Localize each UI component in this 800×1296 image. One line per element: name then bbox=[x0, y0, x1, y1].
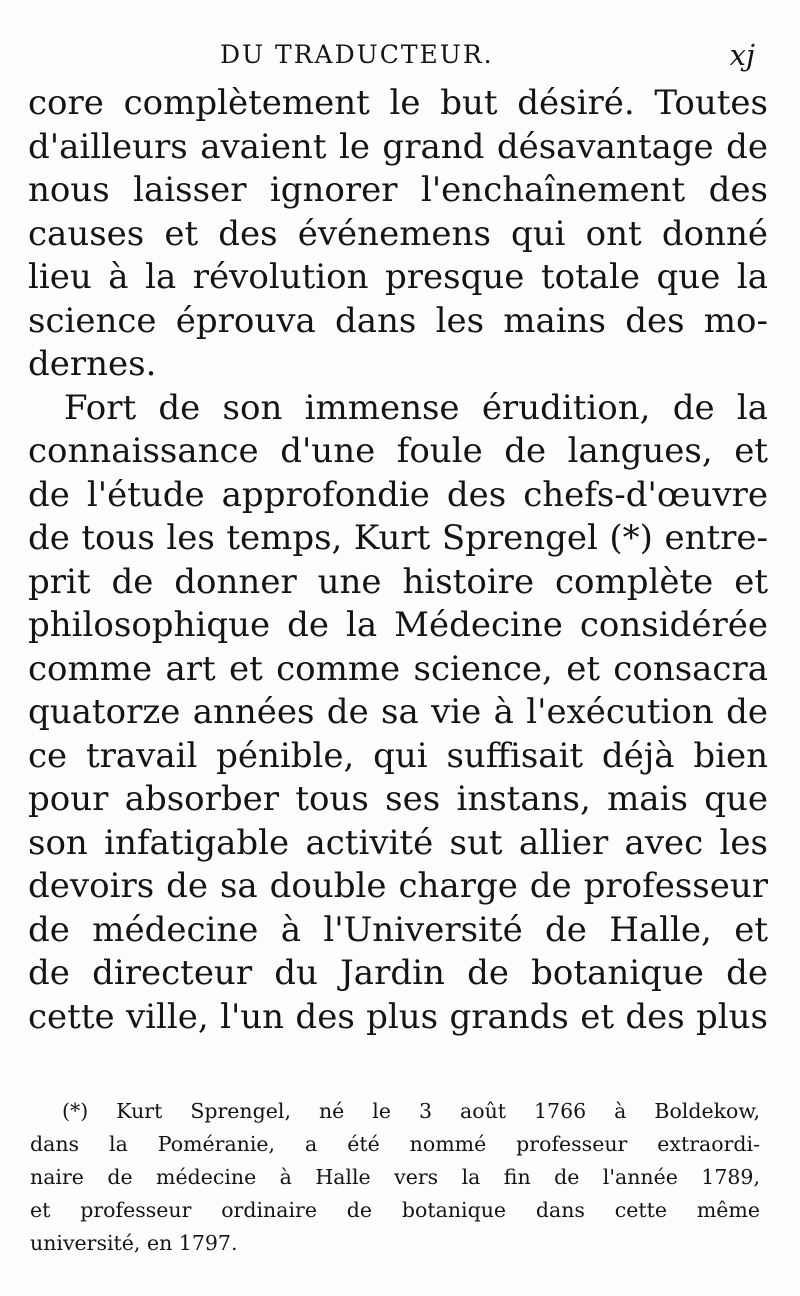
text-line: ce travail pénible, qui suffisait déjà bien bbox=[28, 735, 768, 776]
text-line: pour absorber tous ses instans, mais que bbox=[28, 779, 768, 819]
footnote-line: (*) Kurt Sprengel, né le 3 août 1766 à Boldekow, bbox=[62, 1099, 760, 1123]
text-line: philosophique de la Médecine considérée bbox=[28, 605, 768, 645]
text-line: quatorze années de sa vie à l'exécution de bbox=[28, 692, 768, 732]
footnote bbox=[30, 1095, 760, 1260]
page-header bbox=[0, 40, 800, 80]
text-line: devoirs de sa double charge de professeur bbox=[28, 866, 768, 906]
text-line: de médecine à l'Université de Halle, et bbox=[28, 909, 768, 950]
text-line: son infatigable activité sut allier avec les bbox=[28, 822, 768, 863]
text-line: cette ville, l'un des plus grands et des plus bbox=[28, 996, 768, 1037]
text-line: de l'étude approfondie des chefs-d'œuvre bbox=[28, 474, 768, 515]
text-line: connaissance d'une foule de langues, et bbox=[28, 431, 768, 471]
text-line: science éprouva dans les mains des mo- bbox=[28, 300, 768, 341]
text-line: de directeur du Jardin de botanique de bbox=[28, 953, 768, 993]
text-line: lieu à la révolution presque totale que la bbox=[28, 257, 768, 297]
text-line: prit de donner une histoire complète et bbox=[28, 561, 768, 602]
text-line: dernes. bbox=[28, 344, 157, 384]
text-line: d'ailleurs avaient le grand désavantage de bbox=[28, 126, 768, 167]
running-title: DU TRADUCTEUR. bbox=[220, 40, 494, 69]
text-line: core complètement le but désiré. Toutes bbox=[28, 83, 768, 123]
text-line: causes et des événemens qui ont donné bbox=[28, 213, 768, 254]
footnote-line: université, en 1797. bbox=[30, 1231, 238, 1255]
footnote-line: dans la Poméranie, a été nommé professeur extraordi- bbox=[30, 1132, 760, 1156]
text-line: comme art et comme science, et consacra bbox=[28, 648, 768, 689]
paragraph-start-line: Fort de son immense érudition, de la bbox=[64, 387, 768, 428]
footnote-line: naire de médecine à Halle vers la fin de l'année 1789, bbox=[30, 1165, 760, 1189]
text-line: nous laisser ignorer l'enchaînement des bbox=[28, 170, 768, 210]
footnote-line: et professeur ordinaire de botanique dans cette même bbox=[30, 1198, 760, 1222]
text-line: de tous les temps, Kurt Sprengel (*) entre- bbox=[28, 518, 768, 558]
page-number: xj bbox=[729, 38, 755, 72]
body-text bbox=[28, 82, 768, 1039]
